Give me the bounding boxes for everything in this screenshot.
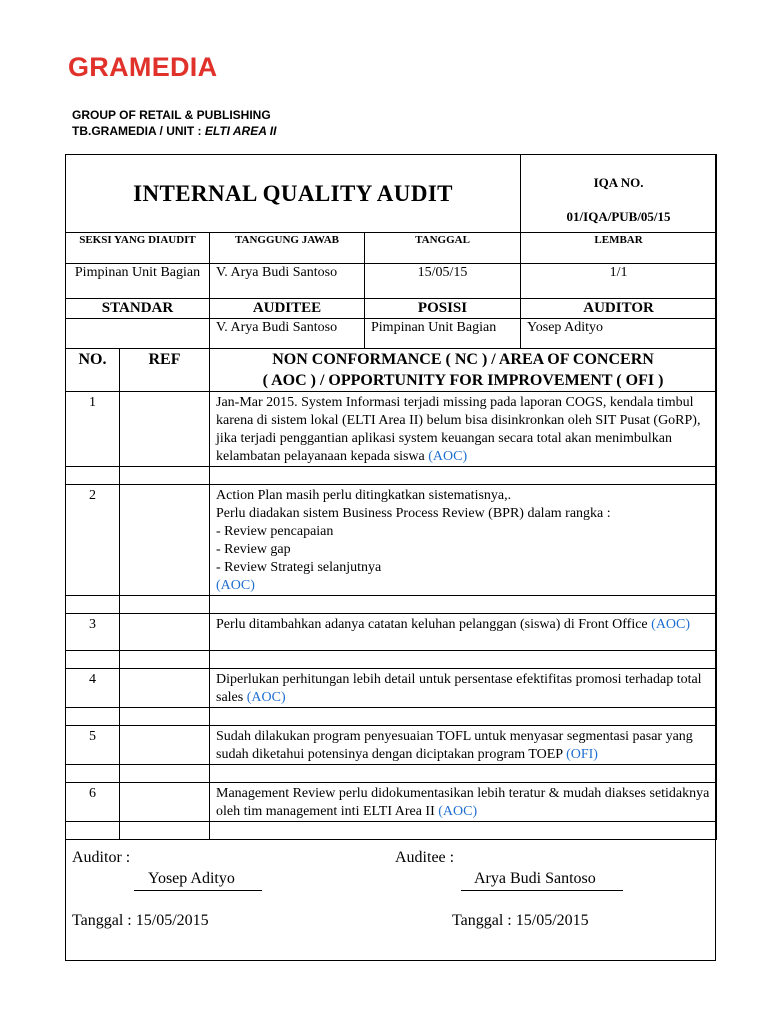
finding-row (66, 485, 717, 596)
iqa-number: 01/IQA/PUB/05/15 (566, 209, 671, 224)
finding-text: Action Plan masih perlu ditingkatkan sistematisnya,. Perlu diadakan sistem Business Process Review (BPR) dalam rangka : - Review pencapaian - Review gap - Review Strategi selanjutnya (AOC) (210, 485, 717, 596)
value-standar (66, 319, 210, 349)
auditor-name: Yosep Adityo (148, 870, 235, 887)
finding-tag: (AOC) (246, 690, 286, 705)
header-seksi: SEKSI YANG DIAUDIT (66, 233, 210, 264)
header-posisi: POSISI (365, 299, 521, 319)
header-auditor: AUDITOR (521, 299, 717, 319)
info-header-row (66, 233, 717, 264)
header-ref: REF (120, 349, 210, 392)
finding-tag: (OFI) (566, 747, 598, 762)
spacer-row (66, 596, 717, 614)
iqa-box (521, 155, 717, 233)
info-value-row (66, 264, 717, 299)
finding-text: Diperlukan perhitungan lebih detail untuk persentase efektifitas promosi terhadap total sales (AOC) (210, 669, 717, 708)
finding-row (66, 614, 717, 651)
value-seksi: Pimpinan Unit Bagian (66, 264, 210, 299)
auditee-date: Tanggal : 15/05/2015 (452, 912, 589, 929)
audit-table (65, 154, 717, 840)
finding-ref (120, 485, 210, 596)
spacer-row (66, 467, 717, 485)
finding-tag: (AOC) (216, 578, 255, 593)
auditor-signature-line (134, 890, 262, 891)
title-row (66, 155, 717, 233)
spacer-row (66, 708, 717, 726)
header-auditee: AUDITEE (210, 299, 365, 319)
header-standar: STANDAR (66, 299, 210, 319)
finding-row (66, 726, 717, 765)
spacer-row (66, 765, 717, 783)
finding-ref (120, 392, 210, 467)
unit-line (72, 124, 276, 138)
header-tanggung-jawab: TANGGUNG JAWAB (210, 233, 365, 264)
finding-ref (120, 669, 210, 708)
finding-number: 4 (66, 669, 120, 708)
gramedia-logo: GRAMEDIA (68, 52, 218, 82)
finding-row (66, 783, 717, 822)
finding-text: Jan-Mar 2015. System Informasi terjadi missing pada laporan COGS, kendala timbul karena di sistem lokal (ELTI Area II) belum bisa disinkronkan oleh SIT Pusat (GoRP), jika terjadi penggantian aplikasi system keuangan secara total akan menimbulkan kelambatan pelayanaan kepada siswa (AOC) (210, 392, 717, 467)
finding-tag: (AOC) (438, 804, 478, 819)
nc-title-line2: ( AOC ) / OPPORTUNITY FOR IMPROVEMENT ( OFI ) (262, 372, 664, 389)
group-line: GROUP OF RETAIL & PUBLISHING (72, 108, 271, 122)
auditee-label: Auditee : (395, 849, 455, 866)
spacer-row (66, 651, 717, 669)
value-auditee: V. Arya Budi Santoso (210, 319, 365, 349)
auditor-date: Tanggal : 15/05/2015 (72, 912, 209, 929)
finding-number: 2 (66, 485, 120, 596)
finding-number: 5 (66, 726, 120, 765)
spacer-row (66, 822, 717, 840)
finding-number: 1 (66, 392, 120, 467)
finding-text: Sudah dilakukan program penyesuaian TOFL untuk menyasar segmentasi pasar yang sudah diketahui potensinya dengan diciptakan program TOEP (OFI) (210, 726, 717, 765)
unit-name: ELTI AREA II (204, 124, 277, 138)
auditor-label: Auditor : (72, 849, 131, 866)
header-lembar: LEMBAR (521, 233, 717, 264)
finding-row (66, 669, 717, 708)
value-lembar: 1/1 (521, 264, 717, 299)
finding-tag: (AOC) (651, 617, 691, 632)
unit-prefix: TB.GRAMEDIA / UNIT : (72, 124, 205, 138)
finding-text: Management Review perlu didokumentasikan lebih teratur & mudah diakses setidaknya oleh tim management inti ELTI Area II (AOC) (210, 783, 717, 822)
finding-number: 3 (66, 614, 120, 651)
findings-header-row (66, 349, 717, 392)
finding-ref (120, 726, 210, 765)
header-nc-aoc-ofi (210, 349, 717, 392)
value-auditor: Yosep Adityo (521, 319, 717, 349)
form-title: INTERNAL QUALITY AUDIT (66, 155, 521, 233)
finding-tag: (AOC) (428, 449, 468, 464)
nc-title-line1: NON CONFORMANCE ( NC ) / AREA OF CONCERN (272, 351, 654, 368)
auditee-signature-line (461, 890, 623, 891)
value-posisi: Pimpinan Unit Bagian (365, 319, 521, 349)
finding-ref (120, 783, 210, 822)
header-no: NO. (66, 349, 120, 392)
personnel-value-row (66, 319, 717, 349)
value-tanggung-jawab: V. Arya Budi Santoso (210, 264, 365, 299)
auditee-name: Arya Budi Santoso (474, 870, 596, 887)
finding-number: 6 (66, 783, 120, 822)
iqa-label: IQA NO. (593, 175, 644, 190)
header-tanggal: TANGGAL (365, 233, 521, 264)
personnel-header-row (66, 299, 717, 319)
finding-row (66, 392, 717, 467)
value-tanggal: 15/05/15 (365, 264, 521, 299)
finding-text: Perlu ditambahkan adanya catatan keluhan pelanggan (siswa) di Front Office (AOC) (210, 614, 717, 651)
finding-ref (120, 614, 210, 651)
